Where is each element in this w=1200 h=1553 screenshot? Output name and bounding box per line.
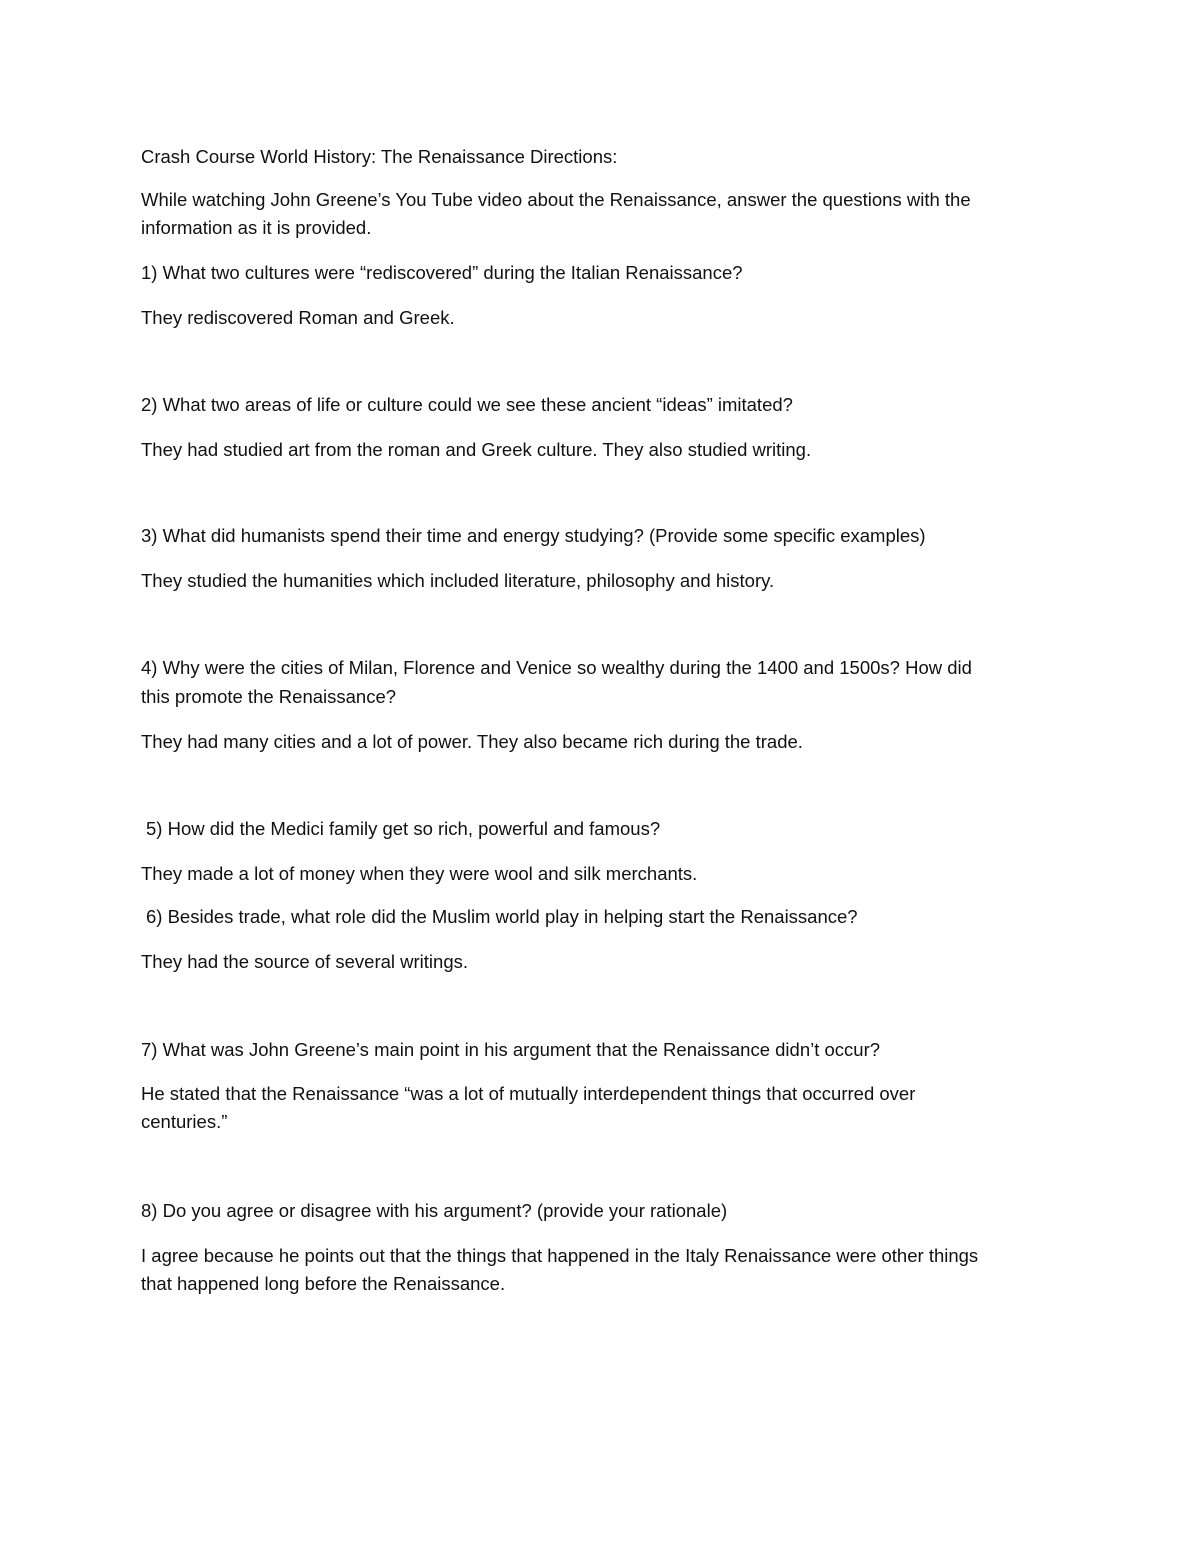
question-7: 7) What was John Greene’s main point in his argument that the Renaissance didn’t occur? — [141, 1039, 881, 1060]
answer-8: that happened long before the Renaissance. — [141, 1273, 506, 1294]
question-1: 1) What two cultures were “rediscovered” during the Italian Renaissance? — [141, 262, 743, 283]
intro-line: While watching John Greene’s You Tube video about the Renaissance, answer the questions with the — [141, 189, 971, 210]
question-8: 8) Do you agree or disagree with his argument? (provide your rationale) — [141, 1200, 728, 1221]
answer-5: They made a lot of money when they were wool and silk merchants. — [141, 863, 698, 884]
answer-7: centuries.” — [141, 1111, 228, 1132]
answer-3: They studied the humanities which included literature, philosophy and history. — [141, 570, 775, 591]
question-4: 4) Why were the cities of Milan, Florence and Venice so wealthy during the 1400 and 1500s? How did — [141, 657, 972, 678]
answer-8: I agree because he points out that the things that happened in the Italy Renaissance were other things — [141, 1245, 979, 1266]
question-6: 6) Besides trade, what role did the Muslim world play in helping start the Renaissance? — [146, 906, 858, 927]
question-2: 2) What two areas of life or culture could we see these ancient “ideas” imitated? — [141, 394, 793, 415]
question-5: 5) How did the Medici family get so rich, powerful and famous? — [146, 818, 661, 839]
intro-line: information as it is provided. — [141, 217, 372, 238]
answer-7: He stated that the Renaissance “was a lot of mutually interdependent things that occurred over — [141, 1083, 916, 1104]
answer-4: They had many cities and a lot of power. They also became rich during the trade. — [141, 731, 803, 752]
question-4: this promote the Renaissance? — [141, 686, 397, 707]
answer-2: They had studied art from the roman and Greek culture. They also studied writing. — [141, 439, 812, 460]
answer-6: They had the source of several writings. — [141, 951, 468, 972]
answer-1: They rediscovered Roman and Greek. — [141, 307, 455, 328]
document-title: Crash Course World History: The Renaissance Directions: — [141, 146, 618, 167]
question-3: 3) What did humanists spend their time and energy studying? (Provide some specific examples) — [141, 525, 926, 546]
